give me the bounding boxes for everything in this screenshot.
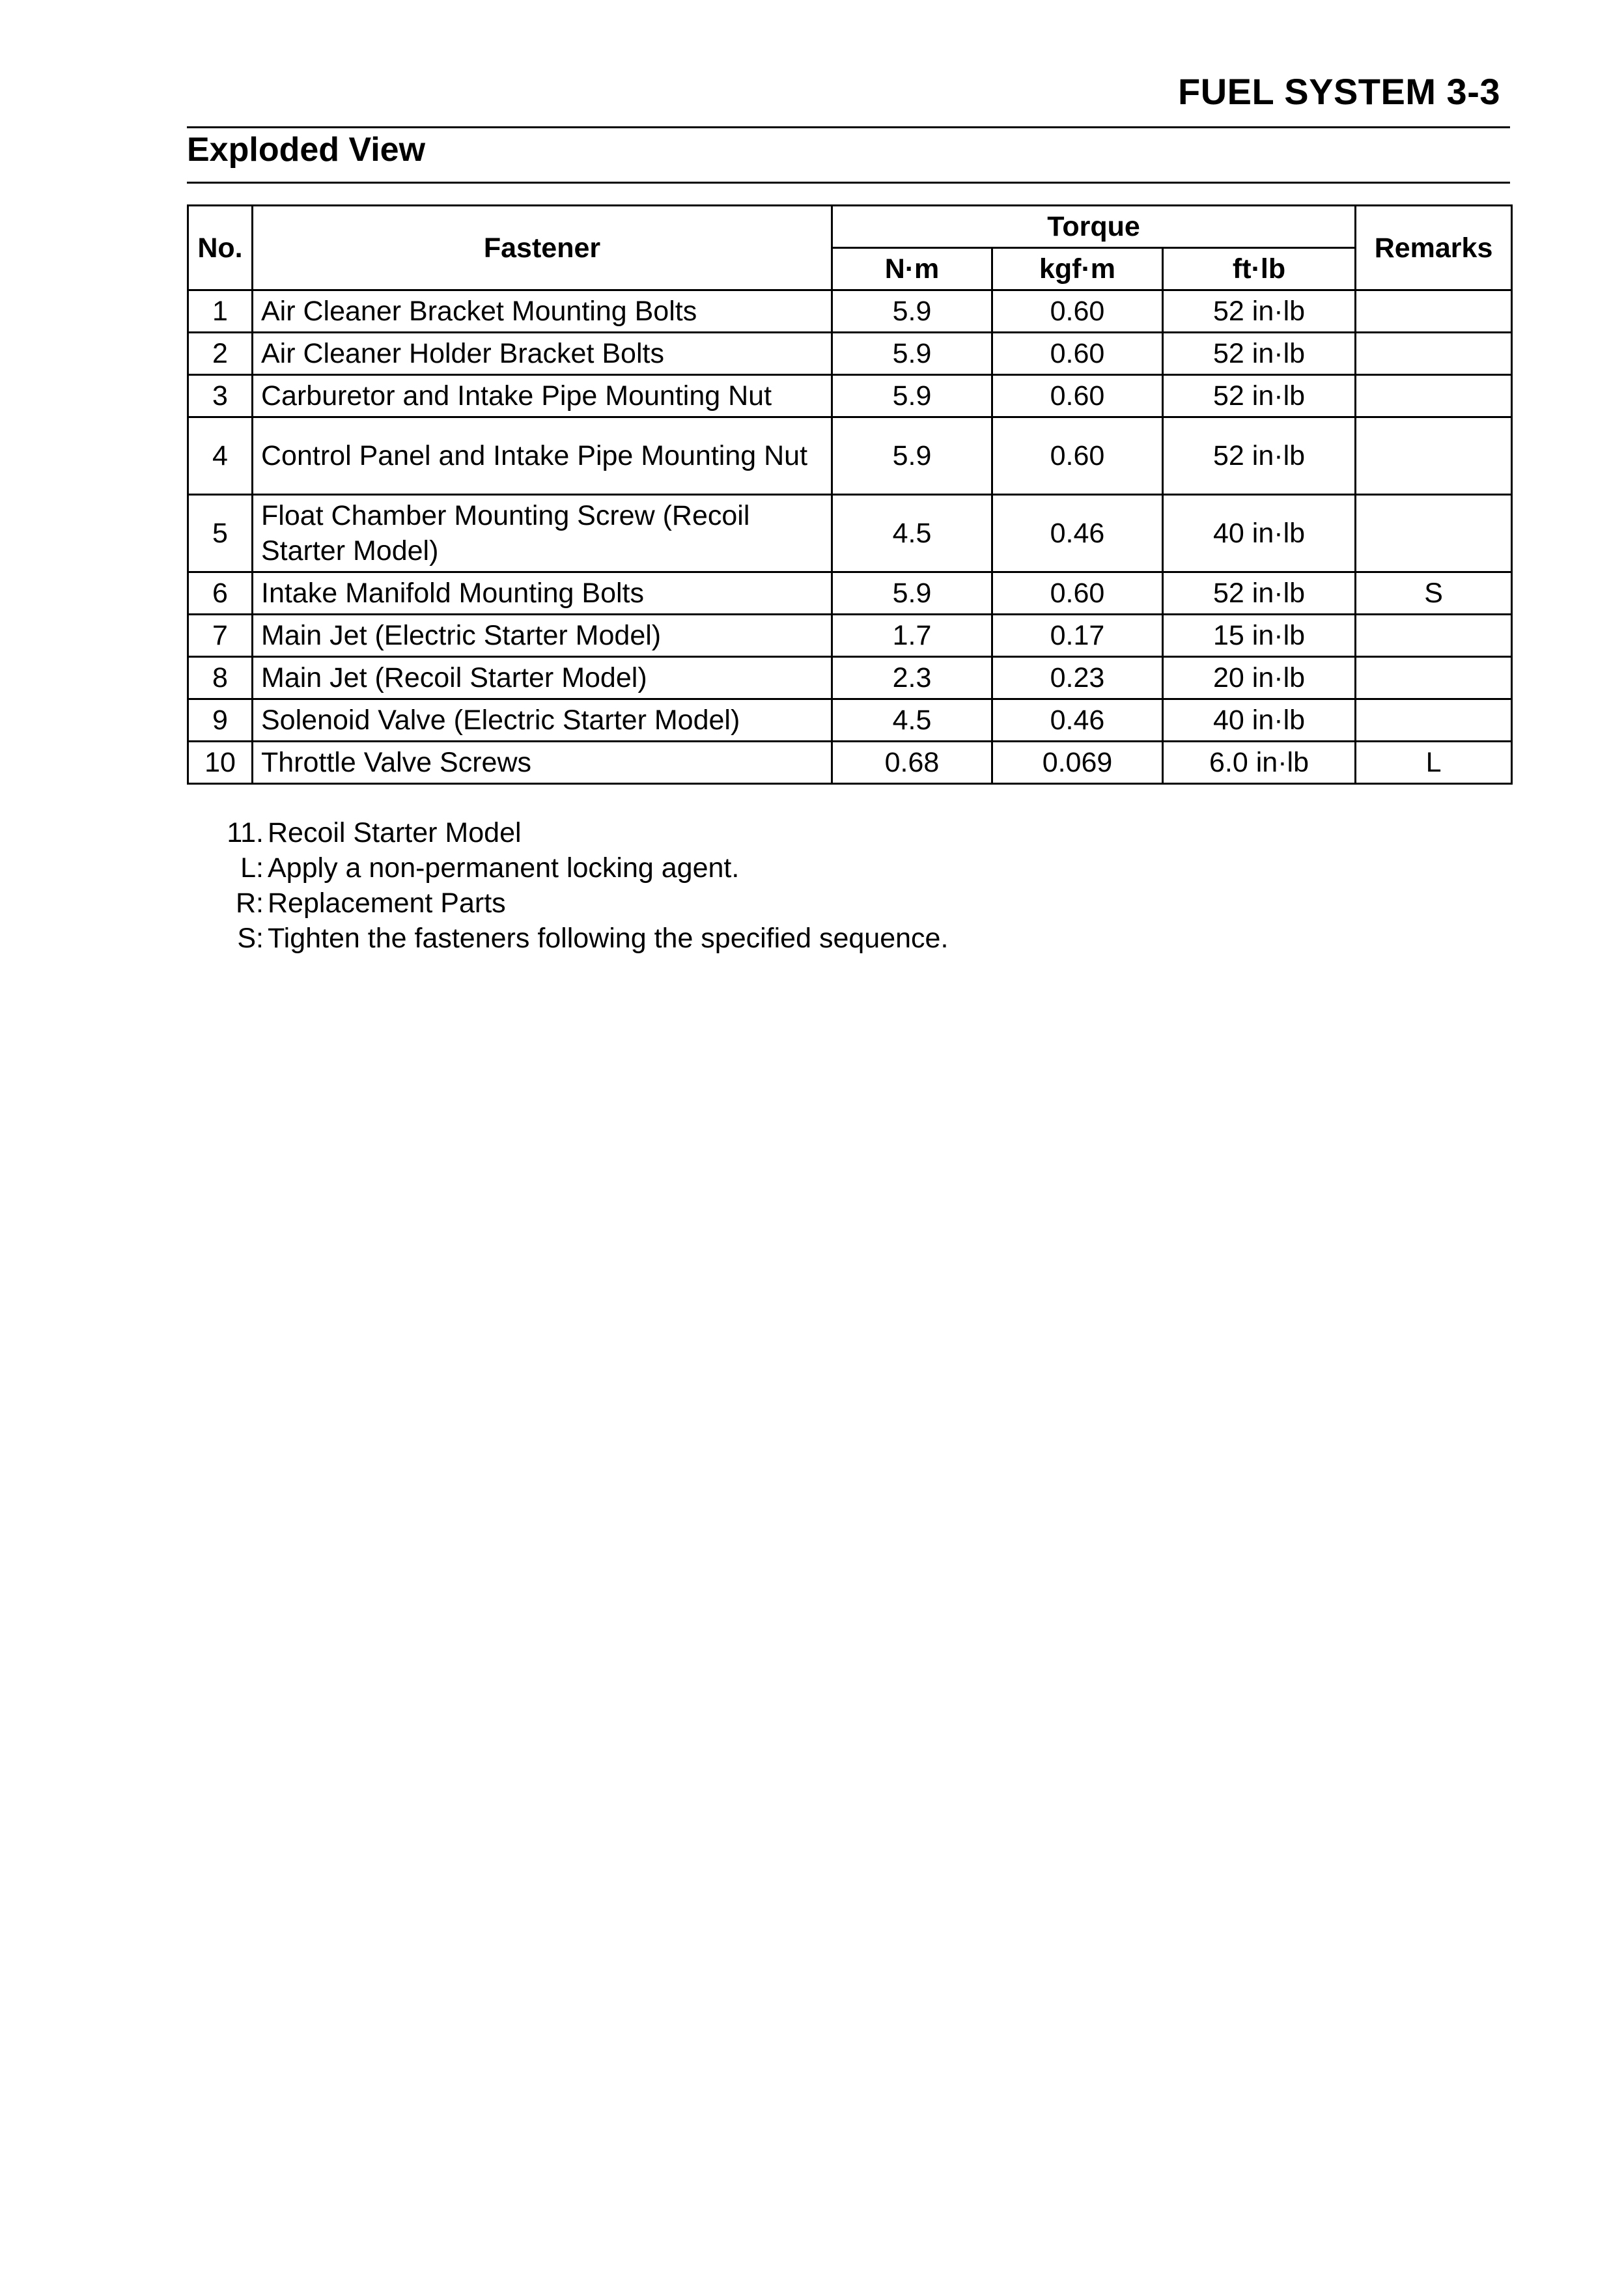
cell-ftlb: 40 in·lb bbox=[1163, 495, 1356, 572]
cell-remarks: S bbox=[1356, 572, 1512, 615]
cell-nm: 5.9 bbox=[832, 290, 992, 333]
cell-ftlb: 40 in·lb bbox=[1163, 699, 1356, 742]
note-key: R: bbox=[236, 887, 264, 919]
cell-nm: 4.5 bbox=[832, 495, 992, 572]
header-remarks: Remarks bbox=[1356, 206, 1512, 290]
cell-nm: 5.9 bbox=[832, 417, 992, 495]
cell-no: 10 bbox=[188, 742, 253, 784]
cell-kgfm: 0.60 bbox=[992, 572, 1163, 615]
section-rule bbox=[187, 182, 1510, 184]
cell-kgfm: 0.069 bbox=[992, 742, 1163, 784]
cell-fastener: Air Cleaner Holder Bracket Bolts bbox=[253, 333, 832, 375]
cell-ftlb: 52 in·lb bbox=[1163, 333, 1356, 375]
cell-no: 4 bbox=[188, 417, 253, 495]
table-row bbox=[188, 699, 1512, 742]
cell-fastener: Control Panel and Intake Pipe Mounting Nut bbox=[253, 417, 832, 495]
cell-ftlb: 6.0 in·lb bbox=[1163, 742, 1356, 784]
cell-no: 1 bbox=[188, 290, 253, 333]
cell-remarks bbox=[1356, 375, 1512, 417]
cell-ftlb: 52 in·lb bbox=[1163, 375, 1356, 417]
header-fastener: Fastener bbox=[253, 206, 832, 290]
cell-kgfm: 0.60 bbox=[992, 375, 1163, 417]
note-text: Replacement Parts bbox=[268, 887, 506, 919]
cell-remarks bbox=[1356, 417, 1512, 495]
cell-no: 5 bbox=[188, 495, 253, 572]
note-item bbox=[208, 921, 948, 956]
cell-remarks bbox=[1356, 615, 1512, 657]
page-header-title: FUEL SYSTEM 3-3 bbox=[1177, 71, 1500, 112]
note-item bbox=[208, 815, 948, 850]
note-key: L: bbox=[240, 852, 264, 884]
table-row bbox=[188, 572, 1512, 615]
cell-kgfm: 0.60 bbox=[992, 333, 1163, 375]
cell-fastener: Main Jet (Electric Starter Model) bbox=[253, 615, 832, 657]
cell-nm: 5.9 bbox=[832, 375, 992, 417]
cell-kgfm: 0.46 bbox=[992, 699, 1163, 742]
cell-ftlb: 52 in·lb bbox=[1163, 572, 1356, 615]
cell-kgfm: 0.23 bbox=[992, 657, 1163, 699]
cell-no: 3 bbox=[188, 375, 253, 417]
cell-ftlb: 15 in·lb bbox=[1163, 615, 1356, 657]
note-item bbox=[208, 850, 948, 886]
cell-ftlb: 52 in·lb bbox=[1163, 290, 1356, 333]
cell-fastener: Intake Manifold Mounting Bolts bbox=[253, 572, 832, 615]
note-key: 11. bbox=[227, 817, 264, 848]
table-row bbox=[188, 657, 1512, 699]
table-row bbox=[188, 333, 1512, 375]
cell-remarks bbox=[1356, 333, 1512, 375]
cell-remarks bbox=[1356, 290, 1512, 333]
header-nm: N·m bbox=[832, 248, 992, 290]
note-text: Apply a non-permanent locking agent. bbox=[268, 852, 740, 884]
cell-fastener: Throttle Valve Screws bbox=[253, 742, 832, 784]
table-row bbox=[188, 495, 1512, 572]
header-no: No. bbox=[188, 206, 253, 290]
cell-kgfm: 0.17 bbox=[992, 615, 1163, 657]
cell-fastener: Air Cleaner Bracket Mounting Bolts bbox=[253, 290, 832, 333]
header-ftlb: ft·lb bbox=[1163, 248, 1356, 290]
torque-table bbox=[187, 204, 1513, 785]
section-title: Exploded View bbox=[187, 131, 426, 169]
cell-no: 2 bbox=[188, 333, 253, 375]
cell-remarks bbox=[1356, 495, 1512, 572]
table-row bbox=[188, 375, 1512, 417]
header-kgfm: kgf·m bbox=[992, 248, 1163, 290]
cell-nm: 1.7 bbox=[832, 615, 992, 657]
cell-no: 6 bbox=[188, 572, 253, 615]
table-row bbox=[188, 417, 1512, 495]
cell-kgfm: 0.60 bbox=[992, 290, 1163, 333]
note-text: Recoil Starter Model bbox=[268, 817, 522, 848]
table-row bbox=[188, 742, 1512, 784]
cell-nm: 2.3 bbox=[832, 657, 992, 699]
header-rule bbox=[187, 126, 1510, 128]
cell-remarks bbox=[1356, 657, 1512, 699]
cell-ftlb: 52 in·lb bbox=[1163, 417, 1356, 495]
cell-kgfm: 0.46 bbox=[992, 495, 1163, 572]
cell-fastener: Solenoid Valve (Electric Starter Model) bbox=[253, 699, 832, 742]
cell-fastener: Float Chamber Mounting Screw (Recoil Starter Model) bbox=[253, 495, 832, 572]
note-key: S: bbox=[237, 923, 264, 954]
cell-remarks: L bbox=[1356, 742, 1512, 784]
cell-no: 8 bbox=[188, 657, 253, 699]
cell-kgfm: 0.60 bbox=[992, 417, 1163, 495]
cell-fastener: Carburetor and Intake Pipe Mounting Nut bbox=[253, 375, 832, 417]
cell-fastener: Main Jet (Recoil Starter Model) bbox=[253, 657, 832, 699]
header-torque: Torque bbox=[832, 206, 1356, 248]
cell-nm: 4.5 bbox=[832, 699, 992, 742]
cell-no: 9 bbox=[188, 699, 253, 742]
notes-list bbox=[208, 815, 948, 956]
cell-no: 7 bbox=[188, 615, 253, 657]
cell-nm: 5.9 bbox=[832, 333, 992, 375]
cell-remarks bbox=[1356, 699, 1512, 742]
table-row bbox=[188, 290, 1512, 333]
table-row bbox=[188, 615, 1512, 657]
cell-ftlb: 20 in·lb bbox=[1163, 657, 1356, 699]
cell-nm: 0.68 bbox=[832, 742, 992, 784]
note-item bbox=[208, 886, 948, 921]
note-text: Tighten the fasteners following the specified sequence. bbox=[268, 923, 949, 954]
cell-nm: 5.9 bbox=[832, 572, 992, 615]
